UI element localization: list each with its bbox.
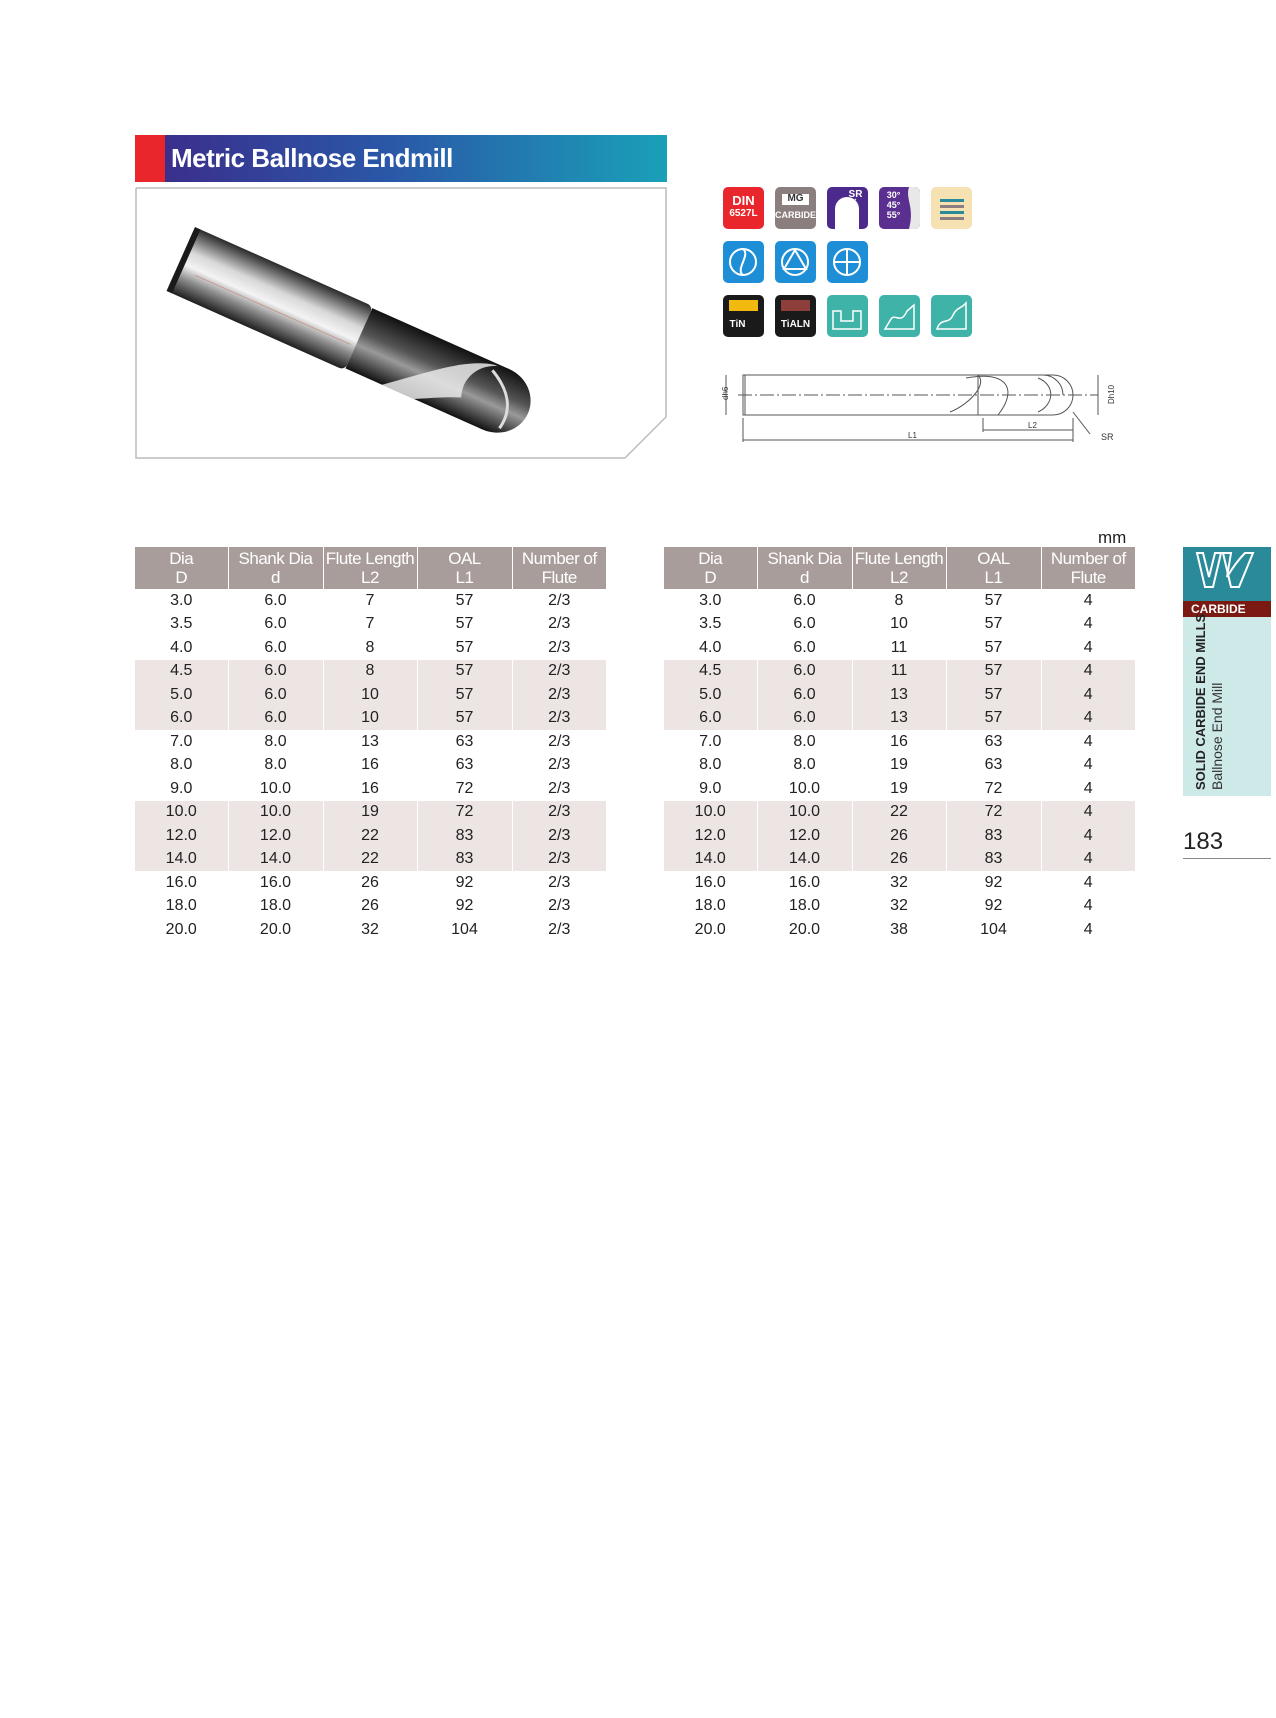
table-cell: 57 (946, 589, 1041, 613)
table-row (135, 895, 606, 919)
table-row (135, 801, 606, 825)
sphere-radius-icon: SR (827, 187, 868, 229)
table-cell: 16.0 (165, 873, 197, 891)
dh6-label: dh6 (721, 386, 730, 400)
table-cell: 3.0 (170, 591, 193, 609)
table-cell: 57 (946, 636, 1041, 660)
table-row (664, 589, 1135, 613)
table-cell: 2/3 (512, 754, 606, 778)
l2-label: L2 (1028, 421, 1037, 430)
table-row (135, 777, 606, 801)
table-cell: 72 (417, 801, 512, 825)
table-cell: 2/3 (512, 707, 606, 731)
table-cell: 2/3 (512, 636, 606, 660)
table-cell: 6.0 (757, 636, 852, 660)
table-cell: 2/3 (512, 824, 606, 848)
table-row (135, 636, 606, 660)
table-row (135, 613, 606, 637)
table-cell: 7 (323, 589, 417, 613)
table-cell: 5.0 (664, 683, 757, 707)
table-row (135, 683, 606, 707)
table-cell: 8.0 (228, 754, 323, 778)
table-cell: 16.0 (228, 871, 323, 895)
spec-table-four-flute (664, 547, 1135, 942)
table-row (664, 871, 1135, 895)
table-cell: 4 (1041, 754, 1135, 778)
table-cell: 14.0 (228, 848, 323, 872)
table-cell: 5.0 (135, 683, 228, 707)
table-cell: 4.5 (664, 660, 757, 684)
table-cell: 92 (417, 871, 512, 895)
table-cell: 20.0 (694, 920, 726, 938)
table-cell: 4 (1041, 777, 1135, 801)
table-cell: 4 (1041, 636, 1135, 660)
table-cell: 11 (852, 660, 946, 684)
four-flute-icon (827, 241, 868, 283)
table-cell: 63 (417, 730, 512, 754)
subcategory-label: Ballnose End Mill (1209, 682, 1225, 790)
table-cell: 6.0 (757, 707, 852, 731)
section-tab (1183, 547, 1271, 796)
table-cell: 57 (417, 613, 512, 637)
table-cell: 4 (1041, 730, 1135, 754)
table-cell: 7.0 (170, 732, 193, 750)
table-cell: 16 (323, 777, 417, 801)
table-cell: 104 (946, 918, 1041, 942)
table-cell: 10.0 (228, 777, 323, 801)
table-cell: 92 (946, 871, 1041, 895)
table-cell: 4 (1041, 801, 1135, 825)
table-cell: 18.0 (694, 897, 726, 915)
table-cell: 4 (1041, 918, 1135, 942)
profiling-icon (879, 295, 920, 337)
din-standard-icon: DIN 6527L (723, 187, 764, 229)
page-number: 183 (1183, 828, 1224, 855)
three-flute-icon (775, 241, 816, 283)
table-cell: 57 (946, 613, 1041, 637)
table-cell: 104 (417, 918, 512, 942)
table-cell: 4 (1041, 824, 1135, 848)
table-cell: 6.0 (228, 683, 323, 707)
table-row (664, 777, 1135, 801)
table-cell: 4.0 (699, 638, 722, 656)
table-row (664, 683, 1135, 707)
product-photo (135, 187, 667, 459)
table-cell: 6.0 (228, 613, 323, 637)
table-cell: 92 (417, 895, 512, 919)
table-cell: 20.0 (757, 918, 852, 942)
table-cell: 13 (323, 730, 417, 754)
table-cell: 26 (852, 824, 946, 848)
table-cell: 6.0 (757, 683, 852, 707)
table-cell: 16.0 (694, 873, 726, 891)
table-row (135, 871, 606, 895)
endmill-photo-image (135, 187, 667, 459)
table-cell: 4 (1041, 683, 1135, 707)
table-cell: 3.5 (170, 615, 193, 633)
contouring-icon (931, 295, 972, 337)
section-tab-body (1183, 613, 1271, 796)
table-cell: 4 (1041, 871, 1135, 895)
table-cell: 6.0 (135, 707, 228, 731)
table-cell: 6.0 (228, 707, 323, 731)
table-cell: 2/3 (512, 918, 606, 942)
table-row (135, 589, 606, 613)
table-cell: 57 (417, 589, 512, 613)
table-cell: 2/3 (512, 895, 606, 919)
table-cell: 4 (1041, 613, 1135, 637)
header-row (664, 547, 1135, 589)
table-cell: 32 (323, 918, 417, 942)
table-cell: 13 (852, 683, 946, 707)
tolerance-chart-icon (931, 187, 972, 229)
technical-drawing (718, 360, 1128, 455)
table-cell: 2/3 (512, 871, 606, 895)
table-row (135, 824, 606, 848)
table-cell: 20.0 (228, 918, 323, 942)
table-row (664, 660, 1135, 684)
table-row (664, 895, 1135, 919)
table-cell: 3.5 (699, 615, 722, 633)
table-cell: 2/3 (512, 801, 606, 825)
table-cell: 8.0 (170, 756, 193, 774)
table-cell: 10.0 (228, 801, 323, 825)
table-cell: 8.0 (699, 756, 722, 774)
slotting-icon (827, 295, 868, 337)
header-row (135, 547, 606, 589)
table-cell: 18.0 (165, 897, 197, 915)
table-cell: 6.0 (757, 660, 852, 684)
sr-label: SR (1101, 432, 1114, 442)
col-dia: Dia D (664, 547, 757, 589)
table-cell: 10.0 (664, 801, 757, 825)
table-cell: 2/3 (512, 589, 606, 613)
table-cell: 18.0 (757, 895, 852, 919)
table-row (664, 730, 1135, 754)
table-cell: 20.0 (165, 920, 197, 938)
table-cell: 22 (852, 801, 946, 825)
spec-table-two-three-flute (135, 547, 606, 942)
table-cell: 10 (323, 707, 417, 731)
table-row (664, 754, 1135, 778)
table-cell: 6.0 (228, 589, 323, 613)
table-cell: 8 (323, 636, 417, 660)
table-row (135, 660, 606, 684)
table-cell: 83 (946, 848, 1041, 872)
col-flute-length: Flute Length L2 (323, 547, 417, 589)
table-cell: 2/3 (512, 848, 606, 872)
table-cell: 2/3 (512, 683, 606, 707)
table-cell: 57 (417, 683, 512, 707)
table-cell: 10 (852, 613, 946, 637)
table-cell: 6.0 (228, 660, 323, 684)
table-row (664, 918, 1135, 942)
col-shank-dia: Shank Dia d (228, 547, 323, 589)
table-cell: 6.0 (664, 707, 757, 731)
table-row (135, 730, 606, 754)
table-cell: 22 (323, 848, 417, 872)
table-cell: 22 (323, 824, 417, 848)
table-cell: 8 (852, 589, 946, 613)
l1-label: L1 (908, 431, 917, 440)
two-flute-icon (723, 241, 764, 283)
col-shank-dia: Shank Dia d (757, 547, 852, 589)
table-cell: 4.0 (170, 638, 193, 656)
table-row (135, 707, 606, 731)
table-cell: 4 (1041, 707, 1135, 731)
tialn-coating-icon: TiALN (775, 295, 816, 337)
col-number-of-flute: Number of Flute (1041, 547, 1135, 589)
table-cell: 8 (323, 660, 417, 684)
table-cell: 10.0 (757, 777, 852, 801)
table-cell: 6.0 (228, 636, 323, 660)
table-cell: 57 (946, 707, 1041, 731)
title-accent (135, 135, 165, 182)
table-cell: 4.5 (135, 660, 228, 684)
table-cell: 26 (323, 871, 417, 895)
table-cell: 6.0 (757, 589, 852, 613)
table-cell: 57 (417, 707, 512, 731)
mg-carbide-icon: MG CARBIDE (775, 187, 816, 229)
table-cell: 4 (1041, 895, 1135, 919)
table-cell: 14.0 (135, 848, 228, 872)
table-cell: 19 (852, 754, 946, 778)
table-cell: 26 (323, 895, 417, 919)
table-cell: 72 (946, 777, 1041, 801)
table-cell: 57 (417, 636, 512, 660)
table-row (664, 707, 1135, 731)
table-cell: 13 (852, 707, 946, 731)
table-cell: 26 (852, 848, 946, 872)
col-flute-length: Flute Length L2 (852, 547, 946, 589)
table-cell: 2/3 (512, 730, 606, 754)
table-cell: 16 (852, 730, 946, 754)
table-cell: 32 (852, 895, 946, 919)
title-bar (135, 135, 667, 182)
table-cell: 2/3 (512, 777, 606, 801)
table-cell: 12.0 (228, 824, 323, 848)
table-cell: 14.0 (757, 848, 852, 872)
table-cell: 10.0 (135, 801, 228, 825)
table-cell: 10 (323, 683, 417, 707)
table-cell: 72 (417, 777, 512, 801)
table-cell: 83 (417, 848, 512, 872)
carbide-logo (1183, 547, 1271, 617)
table-cell: 19 (323, 801, 417, 825)
table-cell: 32 (852, 871, 946, 895)
table-row (664, 824, 1135, 848)
table-cell: 19 (852, 777, 946, 801)
feature-icons (723, 187, 983, 337)
table-cell: 63 (417, 754, 512, 778)
table-cell: 8.0 (757, 754, 852, 778)
table-row (135, 754, 606, 778)
table-cell: 83 (946, 824, 1041, 848)
table-cell: 38 (852, 918, 946, 942)
table-cell: 12.0 (135, 824, 228, 848)
table-cell: 11 (852, 636, 946, 660)
table-cell: 92 (946, 895, 1041, 919)
table-cell: 4 (1041, 589, 1135, 613)
table-cell: 2/3 (512, 660, 606, 684)
dh10-label: Dh10 (1107, 384, 1116, 404)
table-cell: 16 (323, 754, 417, 778)
table-cell: 9.0 (170, 779, 193, 797)
carbide-label: CARBIDE (1183, 601, 1271, 618)
helix-angle-icon: 30° 45° 55° (879, 187, 920, 229)
table-cell: 12.0 (757, 824, 852, 848)
page-number-rule (1183, 858, 1271, 859)
table-row (135, 918, 606, 942)
table-cell: 4 (1041, 660, 1135, 684)
table-cell: 8.0 (757, 730, 852, 754)
table-cell: 2/3 (512, 613, 606, 637)
table-cell: 63 (946, 754, 1041, 778)
table-cell: 18.0 (228, 895, 323, 919)
table-cell: 7.0 (699, 732, 722, 750)
table-row (664, 848, 1135, 872)
table-cell: 9.0 (699, 779, 722, 797)
table-row (135, 848, 606, 872)
category-label: SOLID CARBIDE END MILLS (1193, 613, 1208, 790)
table-cell: 16.0 (757, 871, 852, 895)
page-title: Metric Ballnose Endmill (165, 135, 667, 182)
tin-coating-icon: TiN (723, 295, 764, 337)
table-cell: 7 (323, 613, 417, 637)
table-row (664, 801, 1135, 825)
table-cell: 63 (946, 730, 1041, 754)
table-cell: 3.0 (699, 591, 722, 609)
col-oal: OAL L1 (946, 547, 1041, 589)
table-cell: 57 (417, 660, 512, 684)
table-cell: 57 (946, 660, 1041, 684)
table-cell: 10.0 (757, 801, 852, 825)
table-row (664, 636, 1135, 660)
table-cell: 4 (1041, 848, 1135, 872)
table-cell: 57 (946, 683, 1041, 707)
unit-label: mm (1098, 528, 1127, 547)
table-cell: 8.0 (228, 730, 323, 754)
table-cell: 6.0 (757, 613, 852, 637)
table-cell: 72 (946, 801, 1041, 825)
col-dia: Dia D (135, 547, 228, 589)
col-oal: OAL L1 (417, 547, 512, 589)
table-cell: 83 (417, 824, 512, 848)
table-cell: 14.0 (664, 848, 757, 872)
table-row (664, 613, 1135, 637)
table-cell: 12.0 (664, 824, 757, 848)
col-number-of-flute: Number of Flute (512, 547, 606, 589)
